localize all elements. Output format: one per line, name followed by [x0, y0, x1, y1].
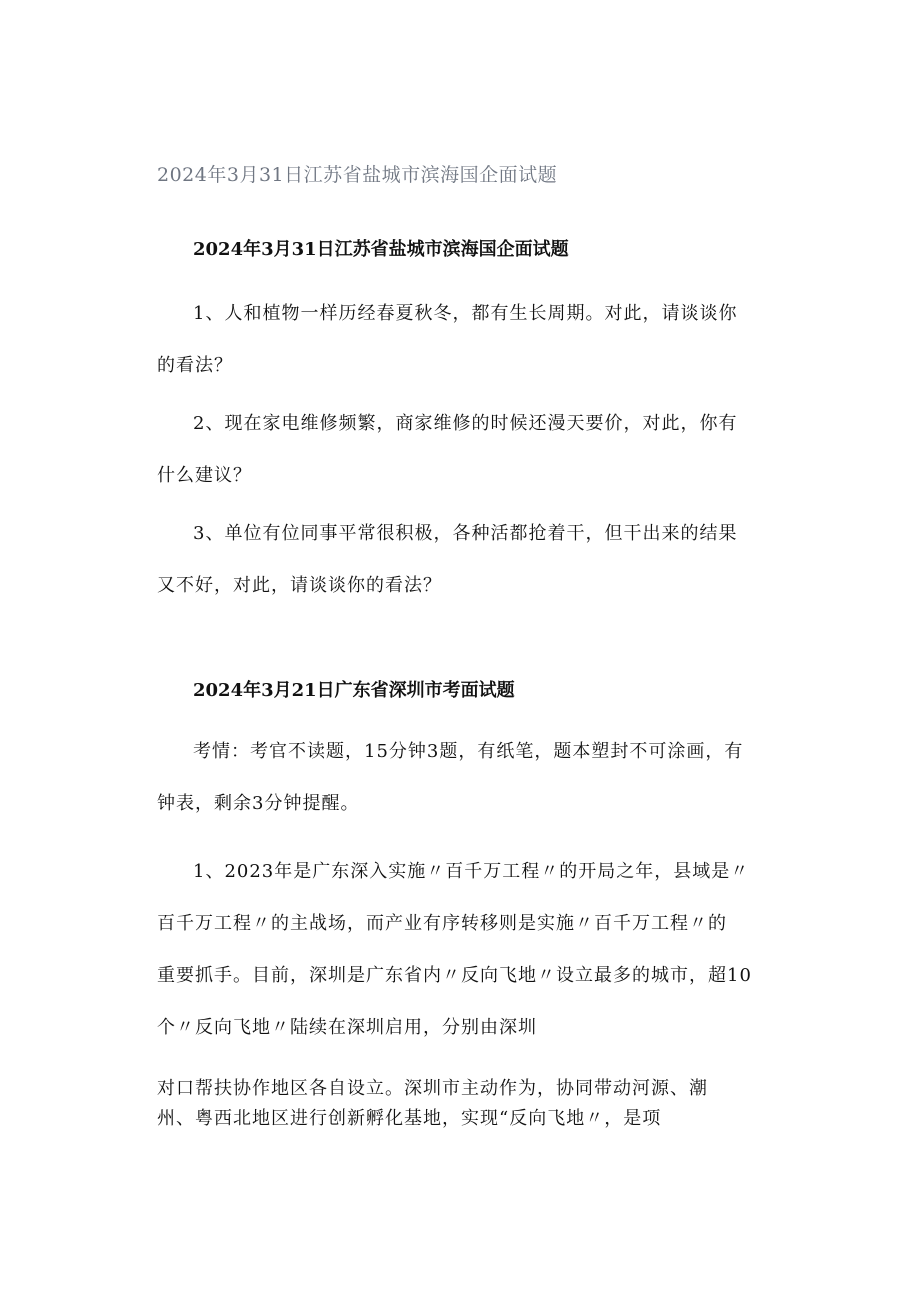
question-line: 1、2023年是广东深入实施〃百千万工程〃的开局之年，县域是〃 — [193, 861, 750, 882]
page-header-title: 2024年3月31日江苏省盐城市滨海国企面试题 — [157, 164, 558, 186]
section-2-question-1 — [157, 846, 777, 1054]
section-1-question-1 — [157, 288, 777, 392]
section-1-question-3 — [157, 508, 777, 612]
section-1-title: 2024年3月31日江苏省盐城市滨海国企面试题 — [193, 239, 569, 260]
question-line: 3、单位有位同事平常很积极，各种活都抢着干，但干出来的结果 — [193, 523, 738, 544]
info-line: 考情：考官不读题，15分钟3题，有纸笔，题本塑封不可涂画，有 — [193, 741, 744, 762]
question-line: 又不好，对此，请谈谈你的看法？ — [157, 575, 442, 596]
info-line: 钟表，剩余3分钟提醒。 — [157, 793, 360, 814]
question-line: 的看法？ — [157, 355, 233, 376]
section-2-question-1-continued — [157, 1074, 777, 1134]
question-line: 重要抓手。目前，深圳是广东省内〃反向飞地〃设立最多的城市，超10 — [157, 965, 752, 986]
question-line: 2、现在家电维修频繁，商家维修的时候还漫天要价，对此，你有 — [193, 413, 738, 434]
question-line: 州、粤西北地区进行创新孵化基地，实现“反向飞地〃，是项 — [157, 1108, 662, 1129]
section-2-title: 2024年3月21日广东省深圳市考面试题 — [193, 680, 515, 701]
question-line: 百千万工程〃的主战场，而产业有序转移则是实施〃百千万工程〃的 — [157, 913, 727, 934]
question-line: 个〃反向飞地〃陆续在深圳启用，分别由深圳 — [157, 1017, 537, 1038]
question-line: 1、人和植物一样历经春夏秋冬，都有生长周期。对此，请谈谈你 — [193, 303, 738, 324]
question-line: 什么建议？ — [157, 465, 252, 486]
section-2-exam-info — [157, 726, 777, 830]
section-1-question-2 — [157, 398, 777, 502]
question-line: 对口帮扶协作地区各自设立。深圳市主动作为，协同带动河源、潮 — [157, 1078, 708, 1099]
